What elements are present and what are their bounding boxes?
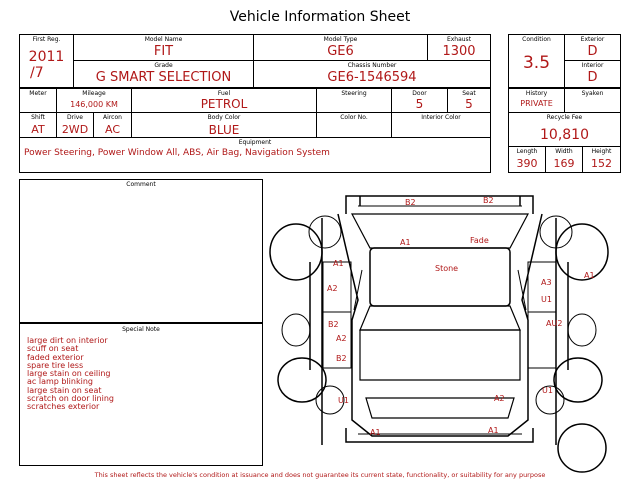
aircon-label: Aircon <box>103 114 122 121</box>
syaken-label: Syaken <box>581 90 604 97</box>
damage-mark: A1 <box>400 238 411 247</box>
hood-panel <box>360 330 520 380</box>
damage-mark: A2 <box>336 334 347 343</box>
exterior-label: Exterior <box>580 36 605 43</box>
body-left-side <box>310 218 322 445</box>
equipment-label: Equipment <box>238 139 272 146</box>
length-label: Length <box>516 148 538 155</box>
shift-label: Shift <box>31 114 45 121</box>
fuel-label: Fuel <box>217 90 231 97</box>
windshield <box>360 306 520 330</box>
damage-mark: B2 <box>405 198 416 207</box>
drive-label: Drive <box>67 114 83 121</box>
special-note-item: scratch on door lining <box>27 394 114 404</box>
meter-label: Meter <box>29 90 47 97</box>
seat-label: Seat <box>462 90 476 97</box>
shift-value: AT <box>31 123 45 136</box>
special-note-item: scuff on seat <box>27 344 79 354</box>
damage-mark: A3 <box>541 278 552 287</box>
seat-value: 5 <box>465 97 473 111</box>
comment-label: Comment <box>126 181 156 188</box>
front-left-wheel <box>278 358 326 402</box>
special-note-label: Special Note <box>122 326 160 333</box>
length-value: 390 <box>516 157 538 170</box>
footer-disclaimer: This sheet reflects the vehicle's condition at issuance and does not guarantee its current state, functionality, or suitability for any purpose <box>94 471 546 479</box>
width-label: Width <box>555 148 573 155</box>
roof-panel <box>370 248 510 306</box>
left-middle-wheel <box>282 314 310 346</box>
width-value: 169 <box>553 157 575 170</box>
grade-value: G SMART SELECTION <box>95 70 232 85</box>
special-note-item: spare tire less <box>27 360 84 370</box>
exhaust-label: Exhaust <box>446 36 472 43</box>
special-note-item: large stain on seat <box>27 385 102 395</box>
body-color-label: Body Color <box>207 114 241 121</box>
chassis-label: Chassis Number <box>347 62 397 69</box>
recycle-fee-value: 10,810 <box>540 127 589 143</box>
rear-left-wheel <box>270 224 322 280</box>
damage-mark: A1 <box>488 426 499 435</box>
grade-label: Grade <box>154 62 173 69</box>
condition-label: Condition <box>522 36 551 43</box>
damage-mark: B2 <box>336 354 347 363</box>
exterior-value: D <box>587 44 598 59</box>
rear-bumper <box>346 196 533 214</box>
condition-value: 3.5 <box>522 53 551 73</box>
history-value: PRIVATE <box>520 99 553 108</box>
model-name-value: FIT <box>153 44 174 59</box>
model-name-label: Model Name <box>144 36 183 43</box>
special-note-item: large stain on ceiling <box>27 369 111 379</box>
special-note-item: faded exterior <box>27 352 84 362</box>
fuel-value: PETROL <box>200 97 248 111</box>
right-rear-door <box>528 262 556 312</box>
height-label: Height <box>591 148 612 155</box>
door-value: 5 <box>415 97 424 111</box>
equipment-value: Power Steering, Power Window All, ABS, Air Bag, Navigation System <box>24 148 330 158</box>
page-title: Vehicle Information Sheet <box>229 9 411 25</box>
spare-tire-icon <box>558 424 606 472</box>
damage-mark: A1 <box>584 271 595 280</box>
model-type-value: GE6 <box>327 44 354 59</box>
model-type-label: Model Type <box>323 36 358 43</box>
interior-label: Interior <box>581 62 604 69</box>
first-reg-label: First Reg. <box>32 36 61 43</box>
damage-mark: A2 <box>494 394 505 403</box>
history-label: History <box>525 90 548 97</box>
mileage-value: 146,000 KM <box>70 100 118 109</box>
steering-label: Steering <box>341 90 367 97</box>
damage-mark: A1 <box>333 259 344 268</box>
interior-value: D <box>587 70 598 85</box>
drive-value: 2WD <box>61 123 89 136</box>
damage-mark: U1 <box>541 295 552 304</box>
rear-window <box>352 214 528 248</box>
body-outline <box>338 196 542 436</box>
color-no-label: Color No. <box>340 114 368 121</box>
special-note-item: large dirt on interior <box>27 336 108 345</box>
exhaust-value: 1300 <box>442 44 476 59</box>
first-reg-month: /7 <box>30 65 44 81</box>
damage-mark: Fade <box>470 236 489 245</box>
door-label: Door <box>412 90 427 97</box>
front-grille <box>366 398 514 418</box>
damage-mark: B2 <box>328 320 339 329</box>
first-reg-year: 2011 <box>28 49 65 65</box>
body-right-side <box>556 218 568 445</box>
damage-mark: Stone <box>435 264 459 273</box>
damage-mark: A1 <box>370 428 381 437</box>
special-note-item: scratches exterior <box>27 402 100 412</box>
chassis-value: GE6-1546594 <box>327 70 417 85</box>
damage-mark: U1 <box>542 386 553 395</box>
rear-right-wheel <box>556 224 608 280</box>
mileage-label: Mileage <box>82 90 106 97</box>
aircon-value: AC <box>104 123 120 136</box>
special-note-item: ac lamp blinking <box>27 377 93 387</box>
damage-mark: AU2 <box>546 319 563 328</box>
right-middle-wheel <box>568 314 596 346</box>
damage-mark: B2 <box>483 196 494 205</box>
interior-color-label: Interior Color <box>421 114 461 121</box>
height-value: 152 <box>591 157 612 170</box>
front-right-wheel <box>554 358 602 402</box>
damage-mark: A2 <box>327 284 338 293</box>
body-color-value: BLUE <box>208 123 240 137</box>
recycle-fee-label: Recycle Fee <box>546 114 583 121</box>
damage-mark: U1 <box>338 396 349 405</box>
